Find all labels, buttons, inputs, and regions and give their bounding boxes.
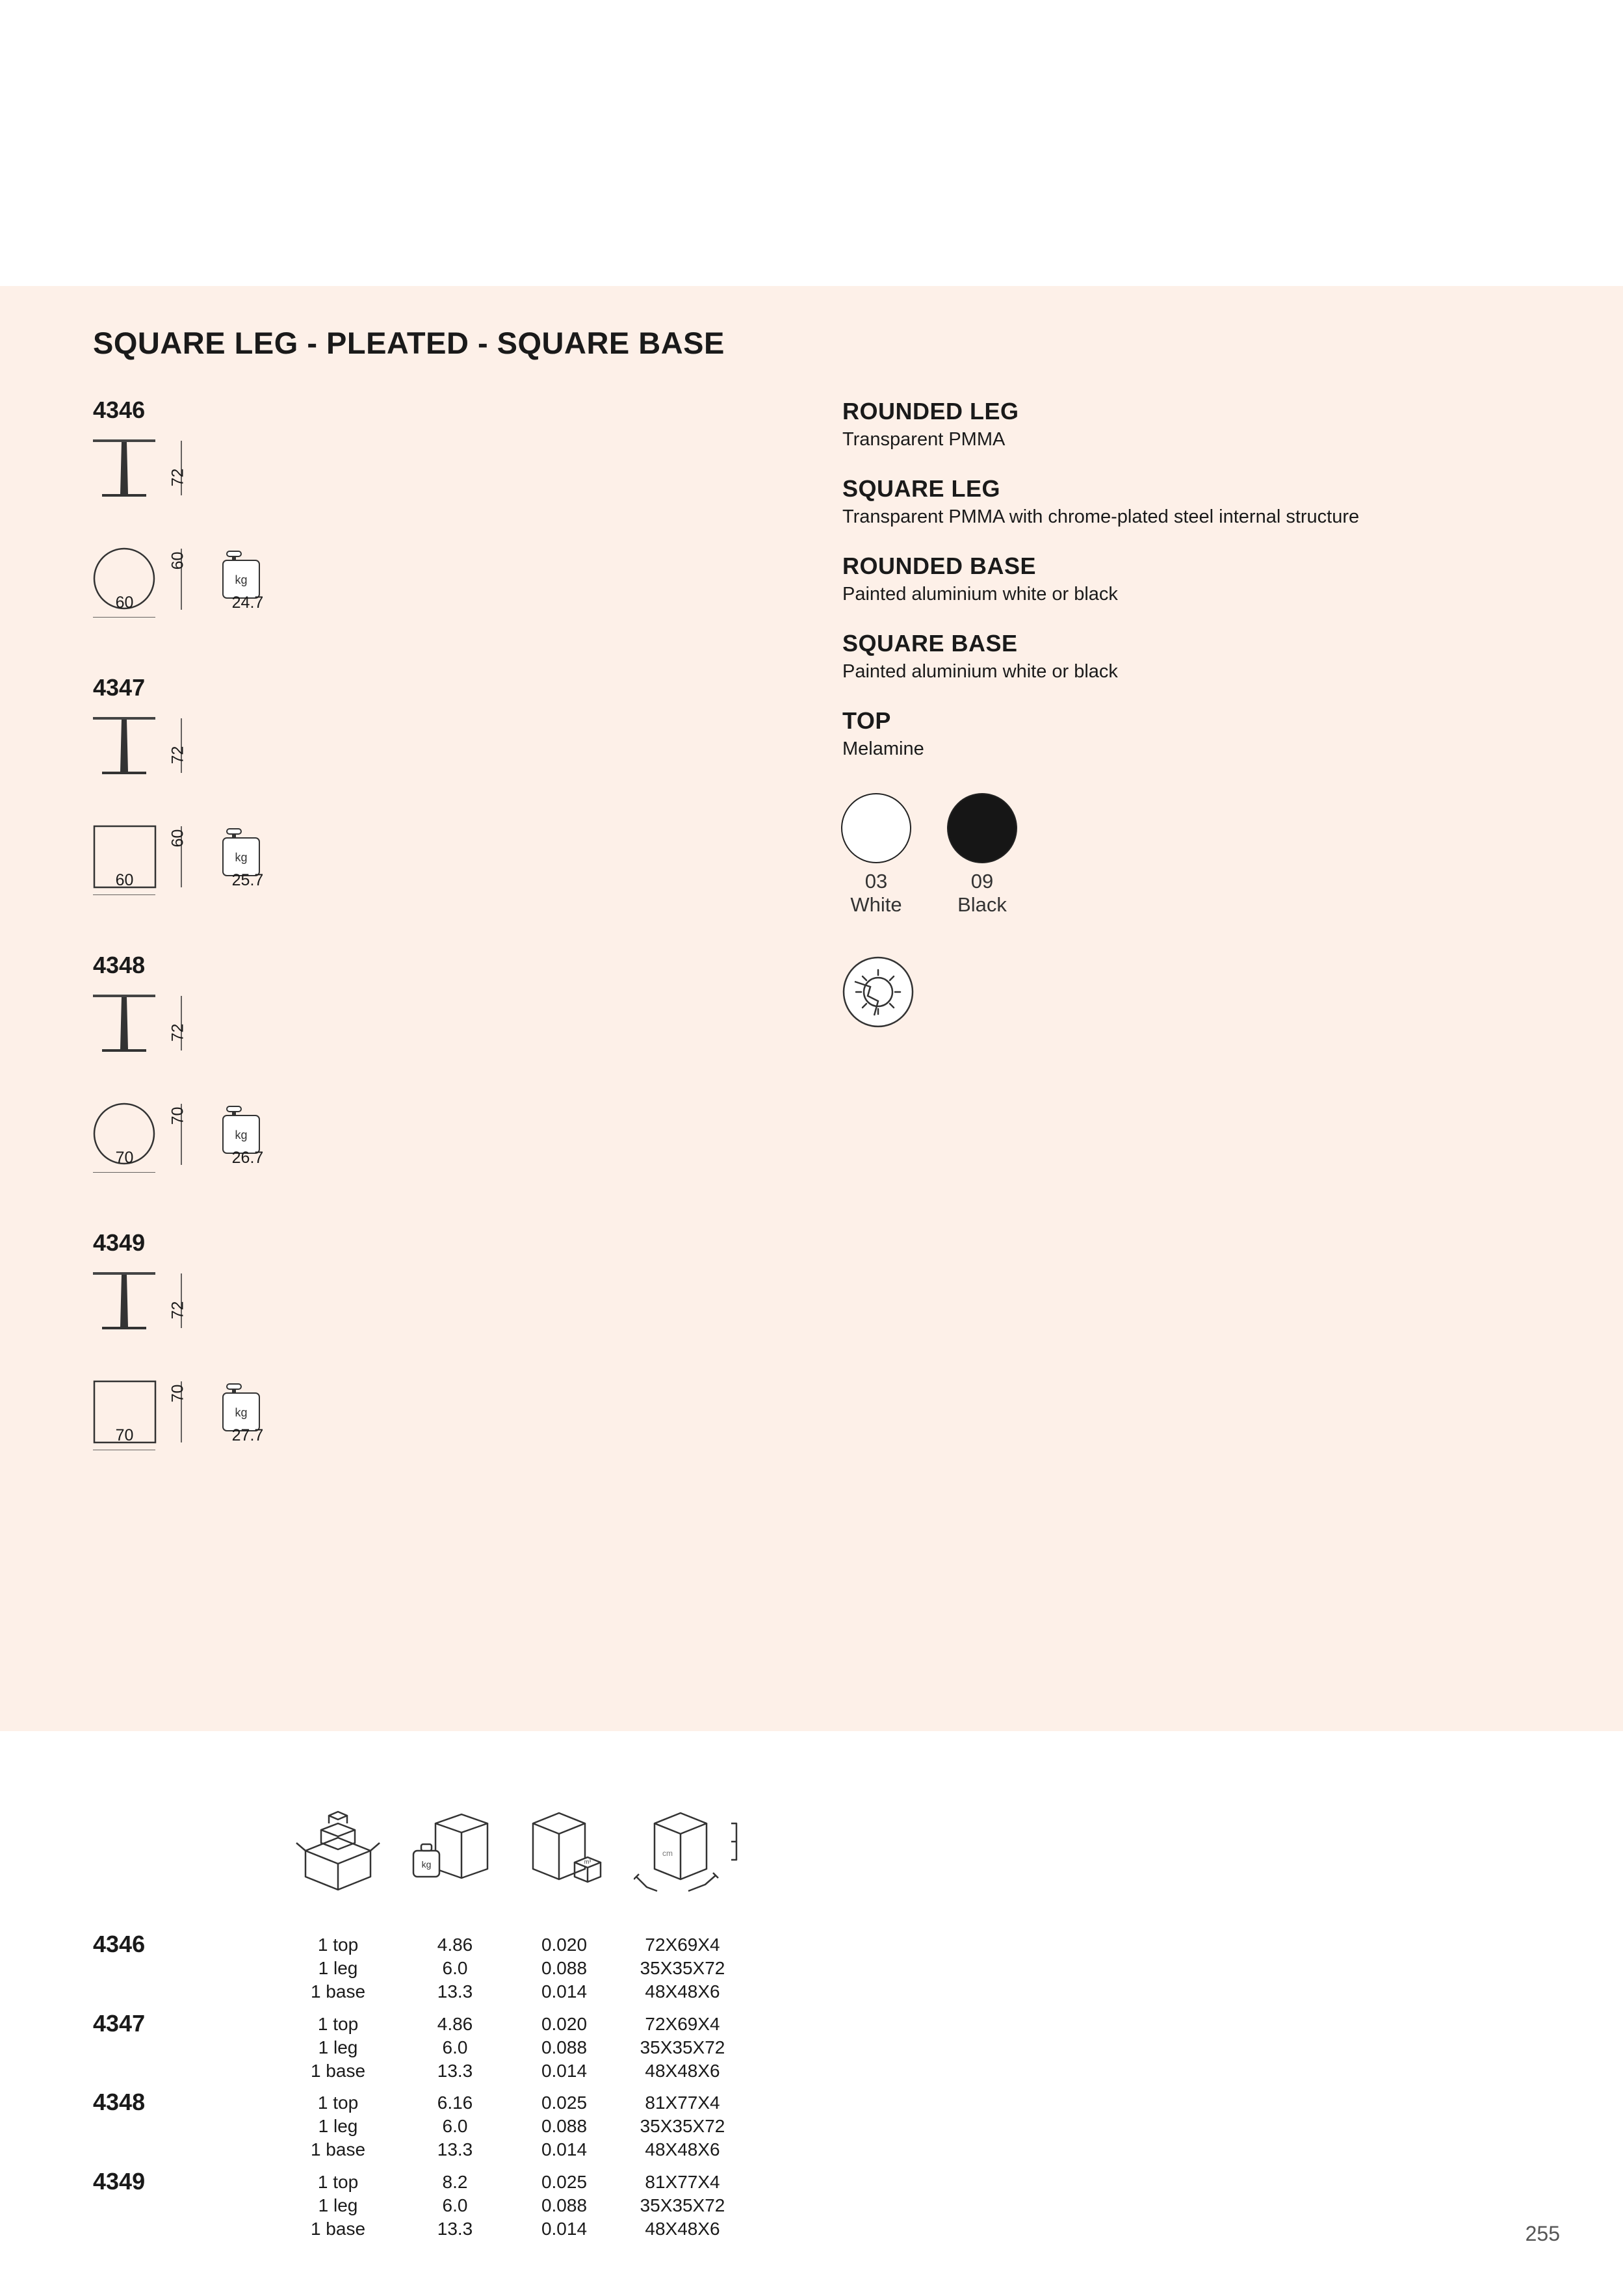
product-4349 [93, 1229, 301, 1444]
spec-heading: ROUNDED LEG [842, 398, 1019, 424]
table-top-side [93, 717, 155, 720]
packaging-weight-cell: 13.3 [437, 2061, 473, 2081]
packaging-weight-cell: 13.3 [437, 1981, 473, 2002]
table-top-side [93, 995, 155, 997]
packaging-volume-cell: 0.014 [541, 1981, 588, 2002]
product-code: 4347 [93, 674, 146, 701]
spec-description: Transparent PMMA with chrome-plated steel internal structure [842, 506, 1360, 527]
product-weight-value: 27.7 [231, 1426, 264, 1444]
table-technical-drawing [93, 978, 288, 1173]
product-4347 [93, 674, 301, 889]
packaging-dims-cell: 48X48X6 [645, 1981, 720, 2002]
packaging-volume-cell: 0.088 [541, 2116, 588, 2136]
spec-description: Painted aluminium white or black [842, 584, 1118, 605]
weight-icon-label: kg [235, 851, 248, 864]
packaging-weight-cell: 8.2 [442, 2172, 468, 2192]
packages-icon [292, 1804, 383, 1898]
product-weight-value: 25.7 [231, 871, 264, 889]
product-height-value: 72 [168, 1023, 187, 1042]
table-top-side [93, 1272, 155, 1275]
packaging-part-cell: 1 leg [318, 1958, 358, 1978]
product-code: 4346 [93, 397, 146, 423]
product-depth-value: 70 [168, 1106, 187, 1125]
packaging-part-cell: 1 leg [318, 2195, 358, 2215]
spec-item [842, 707, 924, 760]
svg-text:cm: cm [662, 1849, 673, 1858]
product-height-value: 72 [168, 746, 187, 764]
product-width-value: 60 [115, 594, 134, 612]
packaging-part-cell: 1 base [310, 2219, 366, 2239]
packaging-row-code: 4348 [93, 2089, 146, 2115]
table-leg-side [120, 1275, 128, 1327]
packaging-volume-cell: 0.014 [541, 2139, 588, 2159]
product-width-value: 70 [115, 1426, 134, 1444]
table-leg-side [120, 997, 128, 1049]
uv-resistant-icon [842, 956, 915, 1032]
packaging-part-cell: 1 top [317, 2172, 359, 2192]
product-height-value: 72 [168, 1301, 187, 1320]
packaging-weight-cell: 4.86 [437, 2014, 473, 2034]
packaging-weight-cell: 13.3 [437, 2139, 473, 2159]
product-depth-value: 70 [168, 1384, 187, 1403]
product-code: 4349 [93, 1229, 146, 1256]
swatch-code: 03 [864, 870, 888, 893]
spec-item [842, 553, 1118, 605]
table-base-side [102, 1327, 146, 1329]
table-base-side [102, 1049, 146, 1052]
weight-icon-label: kg [235, 1128, 248, 1141]
spec-description: Transparent PMMA [842, 429, 1006, 450]
spec-item [842, 630, 1118, 683]
packaging-dims-cell: 48X48X6 [645, 2061, 720, 2081]
table-base-side [102, 772, 146, 774]
packaging-part-cell: 1 leg [318, 2037, 358, 2057]
product-code: 4348 [93, 952, 146, 978]
packaging-dims-cell: 72X69X4 [645, 1935, 720, 1955]
spec-description: Melamine [842, 738, 924, 759]
svg-text:m³: m³ [584, 1859, 591, 1865]
packaging-dims-cell: 48X48X6 [645, 2139, 720, 2159]
table-base-side [102, 494, 146, 497]
packaging-dims-cell: 81X77X4 [645, 2093, 720, 2113]
swatch-color [841, 793, 911, 863]
packaging-row-code: 4349 [93, 2168, 146, 2195]
packaging-part-cell: 1 base [310, 1981, 366, 2002]
product-4346 [93, 397, 301, 611]
packaging-volume-cell: 0.025 [541, 2172, 588, 2192]
spec-heading: SQUARE LEG [842, 475, 1001, 502]
packaging-dims-cell: 35X35X72 [640, 2195, 725, 2215]
weight-icon-label: kg [235, 1406, 248, 1419]
packaging-weight-cell: 6.0 [442, 2116, 468, 2136]
packaging-dims-cell: 35X35X72 [640, 2037, 725, 2057]
packaging-dims-cell: 35X35X72 [640, 1958, 725, 1978]
product-4348 [93, 952, 301, 1166]
packaging-weight-cell: 6.0 [442, 2195, 468, 2215]
packaging-part-cell: 1 top [317, 1935, 359, 1955]
spec-heading: ROUNDED BASE [842, 553, 1037, 579]
swatch-name: White [850, 893, 902, 916]
packaging-volume-cell: 0.088 [541, 1958, 588, 1978]
table-technical-drawing [93, 1255, 288, 1450]
packaging-weight-cell: 13.3 [437, 2219, 473, 2239]
packaging-volume-cell: 0.088 [541, 2195, 588, 2215]
spec-item [842, 475, 1359, 528]
packaging-row-code: 4347 [93, 2010, 146, 2037]
table-leg-side [120, 720, 128, 772]
table-leg-side [120, 442, 128, 494]
packaging-volume-cell: 0.025 [541, 2093, 588, 2113]
packaging-dims-cell: 35X35X72 [640, 2116, 725, 2136]
spec-item [842, 398, 1019, 450]
page-number: 255 [1525, 2222, 1560, 2245]
packaging-part-cell: 1 top [317, 2093, 359, 2113]
packaging-volume-cell: 0.014 [541, 2061, 588, 2081]
swatch-name: Black [957, 893, 1007, 916]
volume-icon [526, 1804, 604, 1898]
finish-swatch-white [840, 793, 912, 916]
swatch-color [947, 793, 1017, 863]
packaging-weight-cell: 6.0 [442, 2037, 468, 2057]
product-weight-value: 26.7 [231, 1149, 264, 1167]
box-dimensions-icon [634, 1804, 751, 1905]
packaging-row-code: 4346 [93, 1931, 146, 1957]
packaging-part-cell: 1 leg [318, 2116, 358, 2136]
packaging-part-cell: 1 base [310, 2139, 366, 2159]
packaging-part-cell: 1 top [317, 2014, 359, 2034]
packaging-volume-cell: 0.020 [541, 2014, 588, 2034]
product-height-value: 72 [168, 468, 187, 487]
product-depth-value: 60 [168, 551, 187, 570]
product-depth-value: 60 [168, 829, 187, 848]
packaging-dims-cell: 72X69X4 [645, 2014, 720, 2034]
packaging-volume-cell: 0.020 [541, 1935, 588, 1955]
packaging-weight-cell: 4.86 [437, 1935, 473, 1955]
weight-icon-label: kg [235, 573, 248, 586]
svg-text:kg: kg [421, 1859, 432, 1870]
product-width-value: 70 [115, 1149, 134, 1167]
spec-heading: TOP [842, 707, 891, 734]
spec-description: Painted aluminium white or black [842, 661, 1118, 682]
packaging-part-cell: 1 base [310, 2061, 366, 2081]
packaging-volume-cell: 0.014 [541, 2219, 588, 2239]
packaging-dims-cell: 48X48X6 [645, 2219, 720, 2239]
product-weight-value: 24.7 [231, 594, 264, 612]
swatch-code: 09 [970, 870, 994, 893]
table-top-side [93, 439, 155, 442]
table-technical-drawing [93, 700, 288, 895]
table-technical-drawing [93, 423, 288, 618]
packaging-weight-cell: 6.16 [437, 2093, 473, 2113]
finish-swatch-black [946, 793, 1018, 916]
packaging-volume-cell: 0.088 [541, 2037, 588, 2057]
packaging-dims-cell: 81X77X4 [645, 2172, 720, 2192]
page-title: SQUARE LEG - PLEATED - SQUARE BASE [93, 326, 725, 360]
spec-heading: SQUARE BASE [842, 630, 1018, 657]
gross-weight-icon [409, 1804, 494, 1898]
product-width-value: 60 [115, 871, 134, 889]
packaging-weight-cell: 6.0 [442, 1958, 468, 1978]
